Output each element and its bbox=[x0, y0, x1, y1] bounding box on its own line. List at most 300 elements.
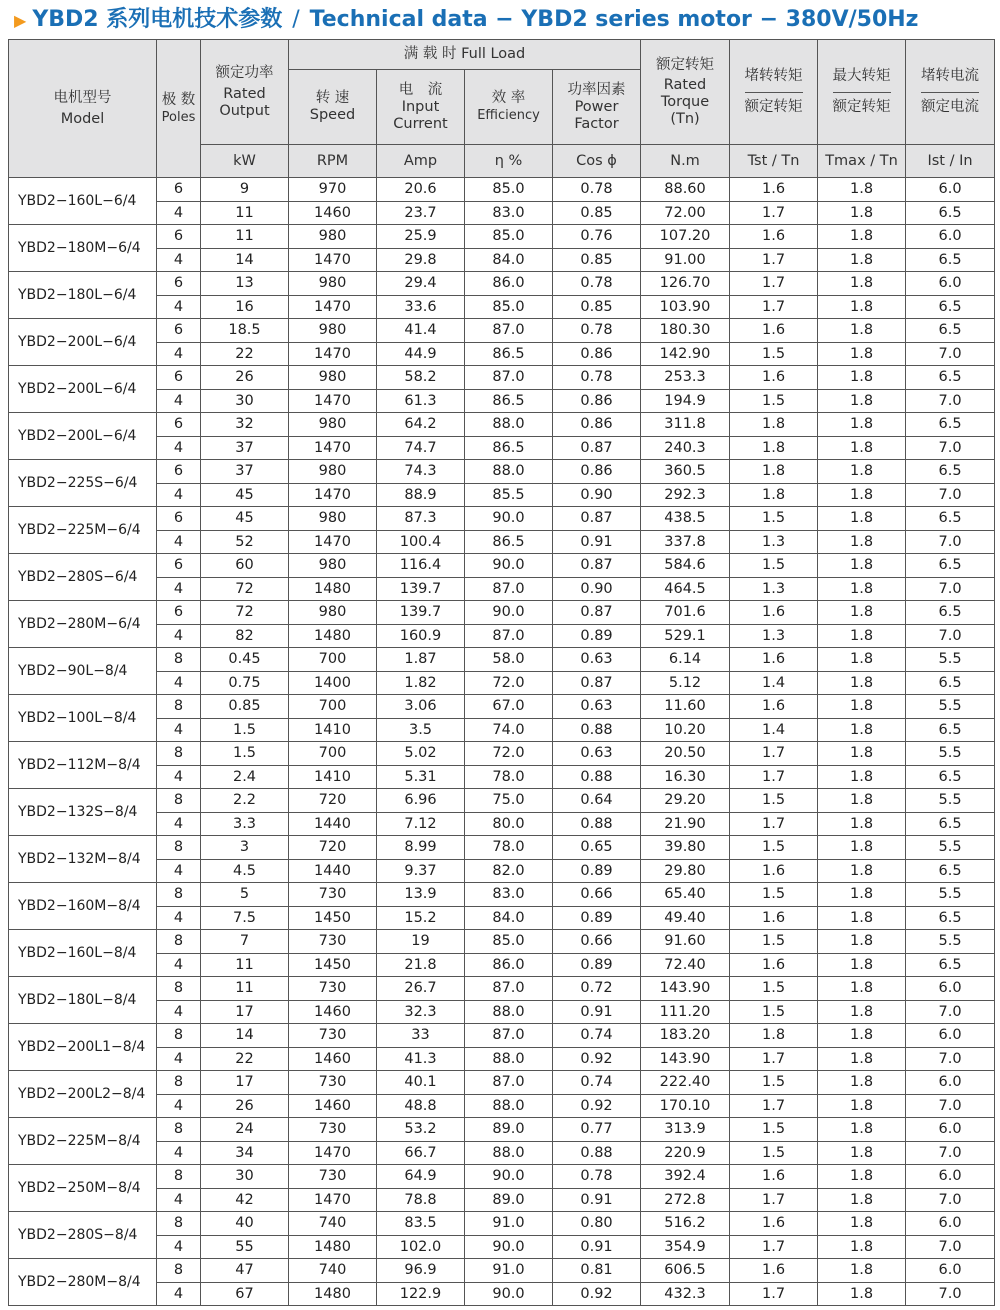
output-cell: 16 bbox=[201, 295, 289, 319]
ist-ratio-cell: 6.5 bbox=[906, 295, 995, 319]
header-speed-en: Speed bbox=[309, 107, 356, 123]
current-cell: 122.9 bbox=[377, 1282, 465, 1306]
ist-ratio-cell: 7.0 bbox=[906, 530, 995, 554]
current-cell: 74.3 bbox=[377, 460, 465, 484]
header-tst bbox=[730, 40, 818, 145]
speed-cell: 1470 bbox=[289, 483, 377, 507]
current-cell: 100.4 bbox=[377, 530, 465, 554]
output-cell: 22 bbox=[201, 342, 289, 366]
current-cell: 9.37 bbox=[377, 859, 465, 883]
speed-cell: 700 bbox=[289, 648, 377, 672]
speed-cell: 730 bbox=[289, 1071, 377, 1095]
table-row bbox=[9, 460, 995, 484]
tmax-ratio-cell: 1.8 bbox=[818, 1141, 906, 1165]
table-row bbox=[9, 1282, 995, 1306]
tmax-ratio-cell: 1.8 bbox=[818, 1118, 906, 1142]
tst-ratio-cell: 1.7 bbox=[730, 248, 818, 272]
ist-ratio-cell: 6.0 bbox=[906, 1259, 995, 1283]
speed-cell: 980 bbox=[289, 319, 377, 343]
poles-cell: 8 bbox=[157, 1118, 201, 1142]
header-model-cn: 电机型号 bbox=[53, 89, 112, 106]
tmax-ratio-cell: 1.8 bbox=[818, 1212, 906, 1236]
current-cell: 21.8 bbox=[377, 953, 465, 977]
unit-torque: N.m bbox=[641, 145, 730, 178]
efficiency-cell: 86.5 bbox=[465, 530, 553, 554]
efficiency-cell: 87.0 bbox=[465, 319, 553, 343]
speed-cell: 700 bbox=[289, 695, 377, 719]
speed-cell: 1470 bbox=[289, 248, 377, 272]
tst-ratio-cell: 1.3 bbox=[730, 624, 818, 648]
ist-ratio-cell: 6.0 bbox=[906, 1118, 995, 1142]
efficiency-cell: 87.0 bbox=[465, 577, 553, 601]
table-row bbox=[9, 530, 995, 554]
poles-cell: 4 bbox=[157, 295, 201, 319]
tmax-ratio-cell: 1.8 bbox=[818, 977, 906, 1001]
tmax-ratio-cell: 1.8 bbox=[818, 272, 906, 296]
efficiency-cell: 80.0 bbox=[465, 812, 553, 836]
ist-ratio-cell: 7.0 bbox=[906, 1000, 995, 1024]
poles-cell: 6 bbox=[157, 460, 201, 484]
table-row bbox=[9, 765, 995, 789]
speed-cell: 1460 bbox=[289, 201, 377, 225]
output-cell: 5 bbox=[201, 883, 289, 907]
fraction-line bbox=[921, 92, 979, 93]
current-cell: 61.3 bbox=[377, 389, 465, 413]
model-cell: YBD2−225M−6/4 bbox=[9, 507, 157, 554]
torque-cell: 183.20 bbox=[641, 1024, 730, 1048]
model-cell: YBD2−100L−8/4 bbox=[9, 695, 157, 742]
speed-cell: 1440 bbox=[289, 812, 377, 836]
torque-cell: 606.5 bbox=[641, 1259, 730, 1283]
torque-cell: 143.90 bbox=[641, 1047, 730, 1071]
tst-ratio-cell: 1.8 bbox=[730, 483, 818, 507]
efficiency-cell: 84.0 bbox=[465, 906, 553, 930]
tst-ratio-cell: 1.5 bbox=[730, 1118, 818, 1142]
efficiency-cell: 86.5 bbox=[465, 389, 553, 413]
output-cell: 2.4 bbox=[201, 765, 289, 789]
output-cell: 26 bbox=[201, 366, 289, 390]
output-cell: 0.45 bbox=[201, 648, 289, 672]
model-cell: YBD2−280M−6/4 bbox=[9, 601, 157, 648]
tmax-ratio-cell: 1.8 bbox=[818, 577, 906, 601]
model-cell: YBD2−200L−6/4 bbox=[9, 413, 157, 460]
tst-ratio-cell: 1.6 bbox=[730, 1212, 818, 1236]
tmax-ratio-cell: 1.8 bbox=[818, 1094, 906, 1118]
speed-cell: 1440 bbox=[289, 859, 377, 883]
power-factor-cell: 0.88 bbox=[553, 765, 641, 789]
tmax-ratio-cell: 1.8 bbox=[818, 930, 906, 954]
speed-cell: 1470 bbox=[289, 389, 377, 413]
tst-ratio-cell: 1.6 bbox=[730, 601, 818, 625]
speed-cell: 730 bbox=[289, 1165, 377, 1189]
ist-ratio-cell: 6.5 bbox=[906, 507, 995, 531]
power-factor-cell: 0.74 bbox=[553, 1024, 641, 1048]
ist-ratio-cell: 6.5 bbox=[906, 554, 995, 578]
model-cell: YBD2−180M−6/4 bbox=[9, 225, 157, 272]
header-power-factor-en1: Power bbox=[574, 98, 619, 115]
ist-ratio-cell: 7.0 bbox=[906, 624, 995, 648]
efficiency-cell: 82.0 bbox=[465, 859, 553, 883]
torque-cell: 272.8 bbox=[641, 1188, 730, 1212]
current-cell: 7.12 bbox=[377, 812, 465, 836]
ist-ratio-cell: 6.5 bbox=[906, 201, 995, 225]
torque-cell: 10.20 bbox=[641, 718, 730, 742]
tst-ratio-cell: 1.8 bbox=[730, 413, 818, 437]
poles-cell: 8 bbox=[157, 1259, 201, 1283]
torque-cell: 72.00 bbox=[641, 201, 730, 225]
current-cell: 64.2 bbox=[377, 413, 465, 437]
tmax-ratio-cell: 1.8 bbox=[818, 648, 906, 672]
model-cell: YBD2−280M−8/4 bbox=[9, 1259, 157, 1306]
output-cell: 2.2 bbox=[201, 789, 289, 813]
poles-cell: 8 bbox=[157, 695, 201, 719]
poles-cell: 8 bbox=[157, 648, 201, 672]
table-body bbox=[9, 178, 995, 1306]
torque-cell: 313.9 bbox=[641, 1118, 730, 1142]
output-cell: 13 bbox=[201, 272, 289, 296]
output-cell: 32 bbox=[201, 413, 289, 437]
output-cell: 45 bbox=[201, 507, 289, 531]
tst-ratio-cell: 1.7 bbox=[730, 1282, 818, 1306]
table-row bbox=[9, 1235, 995, 1259]
triangle-bullet-icon: ▶ bbox=[14, 11, 27, 30]
efficiency-cell: 87.0 bbox=[465, 1024, 553, 1048]
speed-cell: 980 bbox=[289, 272, 377, 296]
tmax-ratio-cell: 1.8 bbox=[818, 1047, 906, 1071]
poles-cell: 6 bbox=[157, 554, 201, 578]
current-cell: 160.9 bbox=[377, 624, 465, 648]
efficiency-cell: 78.0 bbox=[465, 765, 553, 789]
ist-ratio-cell: 7.0 bbox=[906, 483, 995, 507]
output-cell: 18.5 bbox=[201, 319, 289, 343]
tst-ratio-cell: 1.5 bbox=[730, 1000, 818, 1024]
current-cell: 26.7 bbox=[377, 977, 465, 1001]
power-factor-cell: 0.89 bbox=[553, 906, 641, 930]
output-cell: 11 bbox=[201, 201, 289, 225]
poles-cell: 4 bbox=[157, 342, 201, 366]
output-cell: 3 bbox=[201, 836, 289, 860]
efficiency-cell: 72.0 bbox=[465, 671, 553, 695]
torque-cell: 5.12 bbox=[641, 671, 730, 695]
output-cell: 4.5 bbox=[201, 859, 289, 883]
power-factor-cell: 0.91 bbox=[553, 1188, 641, 1212]
torque-cell: 11.60 bbox=[641, 695, 730, 719]
poles-cell: 4 bbox=[157, 436, 201, 460]
ist-ratio-cell: 6.5 bbox=[906, 601, 995, 625]
output-cell: 42 bbox=[201, 1188, 289, 1212]
speed-cell: 1410 bbox=[289, 765, 377, 789]
current-cell: 23.7 bbox=[377, 201, 465, 225]
power-factor-cell: 0.78 bbox=[553, 178, 641, 202]
tmax-ratio-cell: 1.8 bbox=[818, 718, 906, 742]
tmax-ratio-cell: 1.8 bbox=[818, 859, 906, 883]
speed-cell: 700 bbox=[289, 742, 377, 766]
speed-cell: 1470 bbox=[289, 295, 377, 319]
poles-cell: 8 bbox=[157, 930, 201, 954]
table-row bbox=[9, 906, 995, 930]
header-torque-en1: Rated bbox=[663, 76, 707, 93]
efficiency-cell: 86.0 bbox=[465, 953, 553, 977]
ist-ratio-cell: 6.5 bbox=[906, 248, 995, 272]
poles-cell: 4 bbox=[157, 1094, 201, 1118]
poles-cell: 4 bbox=[157, 1188, 201, 1212]
table-row bbox=[9, 883, 995, 907]
speed-cell: 1460 bbox=[289, 1094, 377, 1118]
poles-cell: 4 bbox=[157, 1047, 201, 1071]
speed-cell: 740 bbox=[289, 1259, 377, 1283]
model-cell: YBD2−112M−8/4 bbox=[9, 742, 157, 789]
efficiency-cell: 88.0 bbox=[465, 1000, 553, 1024]
tmax-ratio-cell: 1.8 bbox=[818, 178, 906, 202]
tmax-ratio-cell: 1.8 bbox=[818, 695, 906, 719]
efficiency-cell: 91.0 bbox=[465, 1259, 553, 1283]
efficiency-cell: 87.0 bbox=[465, 977, 553, 1001]
header-power-factor-en2: Factor bbox=[574, 115, 619, 132]
torque-cell: 29.20 bbox=[641, 789, 730, 813]
power-factor-cell: 0.77 bbox=[553, 1118, 641, 1142]
power-factor-cell: 0.89 bbox=[553, 953, 641, 977]
tmax-ratio-cell: 1.8 bbox=[818, 624, 906, 648]
table-row bbox=[9, 1118, 995, 1142]
current-cell: 29.8 bbox=[377, 248, 465, 272]
model-cell: YBD2−280S−8/4 bbox=[9, 1212, 157, 1259]
model-cell: YBD2−250M−8/4 bbox=[9, 1165, 157, 1212]
efficiency-cell: 85.5 bbox=[465, 483, 553, 507]
efficiency-cell: 72.0 bbox=[465, 742, 553, 766]
power-factor-cell: 0.76 bbox=[553, 225, 641, 249]
output-cell: 34 bbox=[201, 1141, 289, 1165]
poles-cell: 6 bbox=[157, 319, 201, 343]
output-cell: 14 bbox=[201, 248, 289, 272]
torque-cell: 107.20 bbox=[641, 225, 730, 249]
table-row bbox=[9, 1071, 995, 1095]
efficiency-cell: 83.0 bbox=[465, 883, 553, 907]
table-row bbox=[9, 695, 995, 719]
page-title bbox=[14, 4, 918, 36]
efficiency-cell: 86.0 bbox=[465, 272, 553, 296]
table-row bbox=[9, 1141, 995, 1165]
speed-cell: 1480 bbox=[289, 1235, 377, 1259]
current-cell: 87.3 bbox=[377, 507, 465, 531]
tmax-ratio-cell: 1.8 bbox=[818, 906, 906, 930]
power-factor-cell: 0.86 bbox=[553, 460, 641, 484]
efficiency-cell: 88.0 bbox=[465, 1141, 553, 1165]
torque-cell: 142.90 bbox=[641, 342, 730, 366]
output-cell: 11 bbox=[201, 953, 289, 977]
tmax-ratio-cell: 1.8 bbox=[818, 883, 906, 907]
header-ist bbox=[906, 40, 995, 145]
power-factor-cell: 0.78 bbox=[553, 366, 641, 390]
current-cell: 102.0 bbox=[377, 1235, 465, 1259]
tmax-ratio-cell: 1.8 bbox=[818, 1165, 906, 1189]
power-factor-cell: 0.87 bbox=[553, 554, 641, 578]
tmax-ratio-cell: 1.8 bbox=[818, 1188, 906, 1212]
power-factor-cell: 0.85 bbox=[553, 248, 641, 272]
tst-ratio-cell: 1.7 bbox=[730, 1047, 818, 1071]
current-cell: 40.1 bbox=[377, 1071, 465, 1095]
tmax-ratio-cell: 1.8 bbox=[818, 436, 906, 460]
power-factor-cell: 0.89 bbox=[553, 624, 641, 648]
current-cell: 3.5 bbox=[377, 718, 465, 742]
efficiency-cell: 78.0 bbox=[465, 836, 553, 860]
torque-cell: 39.80 bbox=[641, 836, 730, 860]
power-factor-cell: 0.78 bbox=[553, 272, 641, 296]
tst-ratio-cell: 1.5 bbox=[730, 1141, 818, 1165]
torque-cell: 49.40 bbox=[641, 906, 730, 930]
torque-cell: 292.3 bbox=[641, 483, 730, 507]
output-cell: 11 bbox=[201, 977, 289, 1001]
model-cell: YBD2−180L−8/4 bbox=[9, 977, 157, 1024]
output-cell: 22 bbox=[201, 1047, 289, 1071]
tst-ratio-cell: 1.5 bbox=[730, 1071, 818, 1095]
unit-ist: Ist / In bbox=[906, 145, 995, 178]
table-row bbox=[9, 1165, 995, 1189]
table-row bbox=[9, 295, 995, 319]
model-cell: YBD2−160L−6/4 bbox=[9, 178, 157, 225]
poles-cell: 8 bbox=[157, 1071, 201, 1095]
output-cell: 72 bbox=[201, 601, 289, 625]
model-cell: YBD2−280S−6/4 bbox=[9, 554, 157, 601]
efficiency-cell: 86.5 bbox=[465, 436, 553, 460]
ist-ratio-cell: 6.0 bbox=[906, 272, 995, 296]
output-cell: 17 bbox=[201, 1071, 289, 1095]
model-cell: YBD2−225M−8/4 bbox=[9, 1118, 157, 1165]
poles-cell: 4 bbox=[157, 718, 201, 742]
tst-ratio-cell: 1.6 bbox=[730, 906, 818, 930]
current-cell: 6.96 bbox=[377, 789, 465, 813]
title-en: Technical data − YBD2 series motor − 380V/50Hz bbox=[309, 7, 919, 32]
poles-cell: 8 bbox=[157, 1212, 201, 1236]
tmax-ratio-cell: 1.8 bbox=[818, 812, 906, 836]
poles-cell: 6 bbox=[157, 507, 201, 531]
tmax-ratio-cell: 1.8 bbox=[818, 225, 906, 249]
power-factor-cell: 0.87 bbox=[553, 671, 641, 695]
current-cell: 5.31 bbox=[377, 765, 465, 789]
poles-cell: 8 bbox=[157, 742, 201, 766]
power-factor-cell: 0.90 bbox=[553, 483, 641, 507]
ist-ratio-cell: 6.0 bbox=[906, 1212, 995, 1236]
current-cell: 83.5 bbox=[377, 1212, 465, 1236]
torque-cell: 6.14 bbox=[641, 648, 730, 672]
table-row bbox=[9, 930, 995, 954]
tmax-ratio-cell: 1.8 bbox=[818, 1024, 906, 1048]
table-row bbox=[9, 812, 995, 836]
ist-ratio-cell: 6.5 bbox=[906, 765, 995, 789]
speed-cell: 1460 bbox=[289, 1000, 377, 1024]
tmax-ratio-cell: 1.8 bbox=[818, 201, 906, 225]
unit-power-factor: Cos ϕ bbox=[553, 145, 641, 178]
speed-cell: 720 bbox=[289, 836, 377, 860]
model-cell: YBD2−160L−8/4 bbox=[9, 930, 157, 977]
speed-cell: 720 bbox=[289, 789, 377, 813]
output-cell: 7 bbox=[201, 930, 289, 954]
torque-cell: 72.40 bbox=[641, 953, 730, 977]
header-tmax-top: 最大转矩 bbox=[832, 68, 891, 84]
power-factor-cell: 0.85 bbox=[553, 295, 641, 319]
tmax-ratio-cell: 1.8 bbox=[818, 601, 906, 625]
tst-ratio-cell: 1.7 bbox=[730, 812, 818, 836]
poles-cell: 4 bbox=[157, 201, 201, 225]
output-cell: 37 bbox=[201, 436, 289, 460]
speed-cell: 1470 bbox=[289, 1141, 377, 1165]
tst-ratio-cell: 1.7 bbox=[730, 1188, 818, 1212]
table-row bbox=[9, 1188, 995, 1212]
tmax-ratio-cell: 1.8 bbox=[818, 742, 906, 766]
tst-ratio-cell: 1.6 bbox=[730, 1165, 818, 1189]
model-cell: YBD2−90L−8/4 bbox=[9, 648, 157, 695]
tmax-ratio-cell: 1.8 bbox=[818, 342, 906, 366]
tmax-ratio-cell: 1.8 bbox=[818, 530, 906, 554]
ist-ratio-cell: 7.0 bbox=[906, 1141, 995, 1165]
poles-cell: 4 bbox=[157, 765, 201, 789]
header-power-factor-cn: 功率因素 bbox=[567, 81, 626, 98]
poles-cell: 4 bbox=[157, 953, 201, 977]
tst-ratio-cell: 1.4 bbox=[730, 718, 818, 742]
output-cell: 47 bbox=[201, 1259, 289, 1283]
tst-ratio-cell: 1.8 bbox=[730, 436, 818, 460]
table-row bbox=[9, 389, 995, 413]
ist-ratio-cell: 6.0 bbox=[906, 1071, 995, 1095]
table-row bbox=[9, 483, 995, 507]
ist-ratio-cell: 6.0 bbox=[906, 977, 995, 1001]
title-separator: / bbox=[292, 7, 300, 32]
output-cell: 55 bbox=[201, 1235, 289, 1259]
efficiency-cell: 85.0 bbox=[465, 930, 553, 954]
header-poles-cn: 极 数 bbox=[161, 91, 196, 108]
header-efficiency-en: Efficiency bbox=[477, 108, 540, 123]
poles-cell: 8 bbox=[157, 977, 201, 1001]
poles-cell: 6 bbox=[157, 413, 201, 437]
ist-ratio-cell: 5.5 bbox=[906, 695, 995, 719]
table-row bbox=[9, 225, 995, 249]
poles-cell: 4 bbox=[157, 530, 201, 554]
header-power-factor bbox=[553, 70, 641, 145]
poles-cell: 4 bbox=[157, 812, 201, 836]
ist-ratio-cell: 6.0 bbox=[906, 225, 995, 249]
tst-ratio-cell: 1.7 bbox=[730, 765, 818, 789]
tmax-ratio-cell: 1.8 bbox=[818, 366, 906, 390]
ist-ratio-cell: 6.5 bbox=[906, 906, 995, 930]
current-cell: 139.7 bbox=[377, 577, 465, 601]
power-factor-cell: 0.81 bbox=[553, 1259, 641, 1283]
torque-cell: 360.5 bbox=[641, 460, 730, 484]
ist-ratio-cell: 7.0 bbox=[906, 1282, 995, 1306]
header-output-cn: 额定功率 bbox=[215, 64, 274, 81]
ist-ratio-cell: 7.0 bbox=[906, 1235, 995, 1259]
header-torque-en2: Torque bbox=[660, 93, 710, 110]
header-ist-bottom: 额定电流 bbox=[921, 99, 980, 115]
header-speed bbox=[289, 70, 377, 145]
speed-cell: 740 bbox=[289, 1212, 377, 1236]
tst-ratio-cell: 1.6 bbox=[730, 319, 818, 343]
unit-tst: Tst / Tn bbox=[730, 145, 818, 178]
torque-cell: 21.90 bbox=[641, 812, 730, 836]
power-factor-cell: 0.74 bbox=[553, 1071, 641, 1095]
poles-cell: 8 bbox=[157, 1165, 201, 1189]
poles-cell: 4 bbox=[157, 624, 201, 648]
table-row bbox=[9, 1212, 995, 1236]
table-row bbox=[9, 1047, 995, 1071]
output-cell: 60 bbox=[201, 554, 289, 578]
output-cell: 7.5 bbox=[201, 906, 289, 930]
efficiency-cell: 74.0 bbox=[465, 718, 553, 742]
tst-ratio-cell: 1.7 bbox=[730, 1094, 818, 1118]
speed-cell: 980 bbox=[289, 601, 377, 625]
tst-ratio-cell: 1.8 bbox=[730, 1024, 818, 1048]
speed-cell: 1480 bbox=[289, 624, 377, 648]
header-current-cn: 电 流 bbox=[398, 81, 443, 98]
tst-ratio-cell: 1.6 bbox=[730, 178, 818, 202]
